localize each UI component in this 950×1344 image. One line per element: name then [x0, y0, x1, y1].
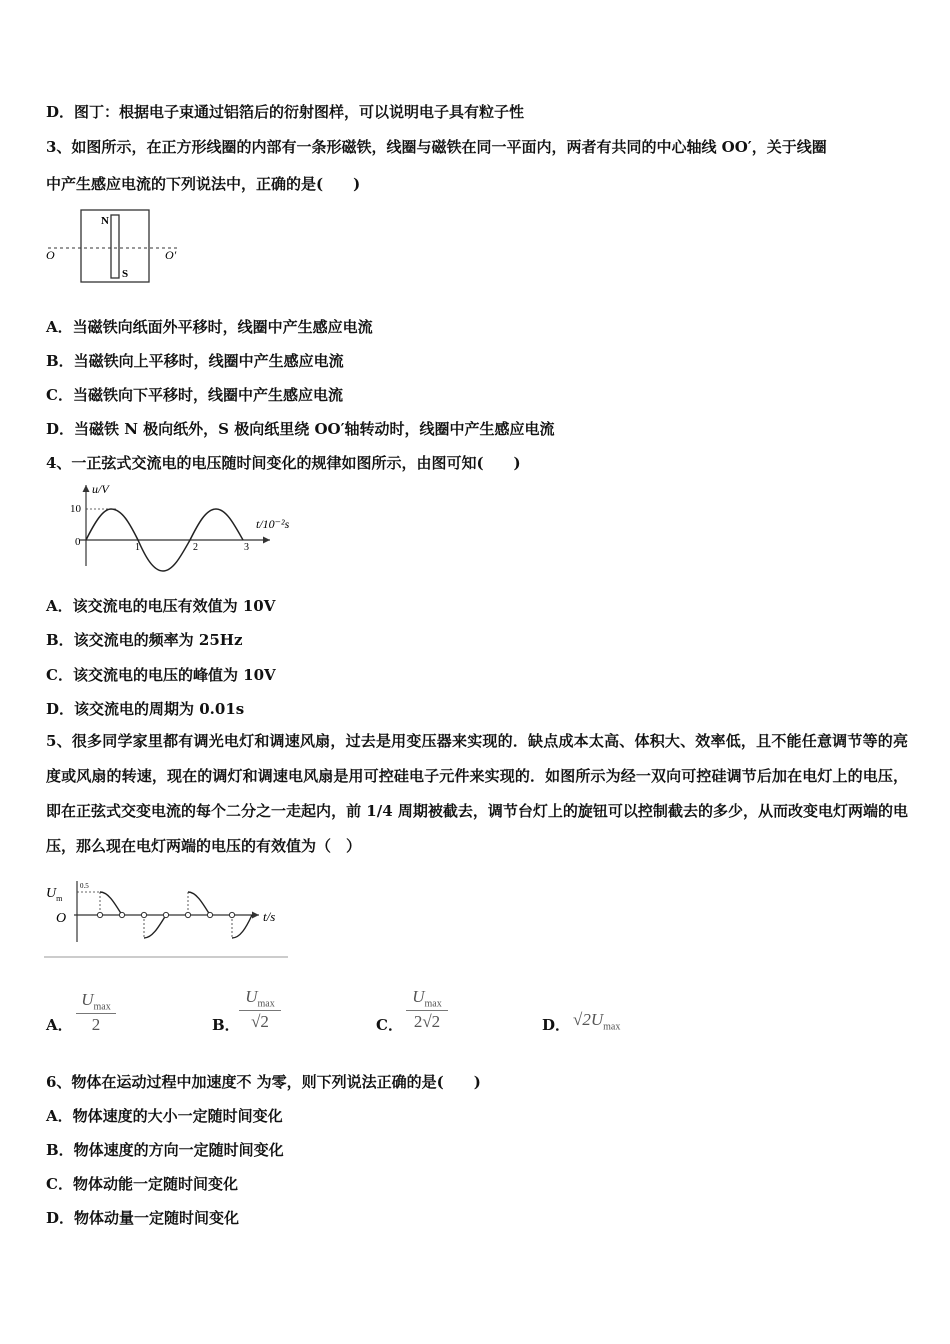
q5-option-b-letter: B．	[212, 1016, 240, 1034]
q5-stem: 5、很多同学家里都有调光电灯和调速风扇，过去是用变压器来实现的．缺点成本太高、体积大、效率低，且不能任意调节等的亮度或风扇的转速，现在的调灯和调速电风扇是用可控硅电子元件来实现的．如图所示为经一双向可控硅调节后加在电灯上的电压，即在正弦式交变电流的每个二分之一走起内，前 1/4 周期被截去，调节台灯上的旋钮可以控制截去的多少，从而改变电灯两端的电压，那么现在电灯两端的电压的有效值为（ ）	[46, 732, 908, 855]
q4-option-a: A．该交流电的电压有效值为 10V	[46, 597, 276, 615]
north-label: N	[101, 215, 109, 227]
q4-sine-wave-figure	[70, 480, 302, 572]
bar-magnet	[111, 215, 119, 278]
origin-label: O	[56, 911, 67, 926]
q5-option-d-letter: D．	[542, 1016, 571, 1034]
q3-option-a: A．当磁铁向纸面外平移时，线圈中产生感应电流	[46, 318, 373, 336]
zero-point	[119, 912, 124, 917]
wave-segment-1	[100, 892, 122, 915]
zero-point	[141, 912, 146, 917]
q5-option-c-formula: $U_{max}$ 2√2	[406, 987, 448, 1032]
q4-stem: 4、一正弦式交流电的电压随时间变化的规律如图所示，由图可知( )	[46, 454, 521, 472]
q6-option-b: B．物体速度的方向一定随时间变化	[46, 1141, 284, 1159]
south-label: S	[122, 268, 129, 280]
wave-segment-3	[188, 892, 210, 915]
zero-point	[97, 912, 102, 917]
q4-option-c: C．该交流电的电压的峰值为 10V	[46, 666, 276, 684]
peak-note: 0.5	[80, 882, 89, 890]
x-tick-3: 3	[244, 542, 249, 553]
q2-option-d: D．图丁：根据电子束通过铝箔后的衍射图样，可以说明电子具有粒子性	[46, 103, 525, 121]
q6-option-c: C．物体动能一定随时间变化	[46, 1175, 238, 1193]
zero-point	[185, 912, 190, 917]
q3-option-b: B．当磁铁向上平移时，线圈中产生感应电流	[46, 352, 344, 370]
axis-right-label: O′	[165, 248, 177, 262]
q5-option-a-formula: $U_{max}$ 2	[76, 990, 116, 1035]
y-axis-label: u/V	[92, 482, 109, 496]
q5-thyristor-wave-figure	[44, 878, 290, 960]
wave-segment-4	[232, 915, 252, 938]
x-tick-2: 2	[193, 542, 198, 553]
x-axis-label: t/s	[263, 909, 276, 924]
q3-stem-line2: 中产生感应电流的下列说法中，正确的是( )	[46, 175, 361, 193]
axis-left-label: O	[46, 248, 55, 262]
zero-point	[207, 912, 212, 917]
q3-option-c: C．当磁铁向下平移时，线圈中产生感应电流	[46, 386, 343, 404]
q3-magnet-coil-figure	[44, 204, 194, 288]
q6-option-a: A．物体速度的大小一定随时间变化	[46, 1107, 283, 1125]
q5-option-a-letter: A．	[46, 1016, 73, 1034]
y-tick-10: 10	[70, 503, 81, 515]
x-tick-1: 1	[135, 542, 140, 553]
q4-option-d: D．该交流电的周期为 0.01s	[46, 700, 245, 718]
origin-label: 0	[75, 536, 81, 548]
q3-option-d: D．当磁铁 N 极向纸外，S 极向纸里绕 OO′轴转动时，线圈中产生感应电流	[46, 420, 555, 438]
x-axis-label: t/10⁻²s	[256, 517, 290, 531]
q4-option-b: B．该交流电的频率为 25Hz	[46, 631, 243, 649]
q3-stem-line1: 3、如图所示，在正方形线圈的内部有一条形磁铁，线圈与磁铁在同一平面内，两者有共同的中心轴线 OO′，关于线圈	[46, 138, 827, 156]
q5-option-c-letter: C．	[376, 1016, 403, 1034]
square-coil	[81, 210, 149, 282]
zero-point	[163, 912, 168, 917]
q5-option-d-formula: $√2U_{max}$	[573, 1010, 621, 1033]
q6-stem: 6、物体在运动过程中加速度不 为零，则下列说法正确的是( )	[46, 1073, 481, 1091]
q6-option-d: D．物体动量一定随时间变化	[46, 1209, 240, 1227]
wave-segment-2	[144, 915, 166, 938]
y-axis-label: $U_m$	[46, 886, 63, 903]
q5-option-b-formula: $U_{max}$ √2	[239, 987, 281, 1032]
zero-point	[229, 912, 234, 917]
